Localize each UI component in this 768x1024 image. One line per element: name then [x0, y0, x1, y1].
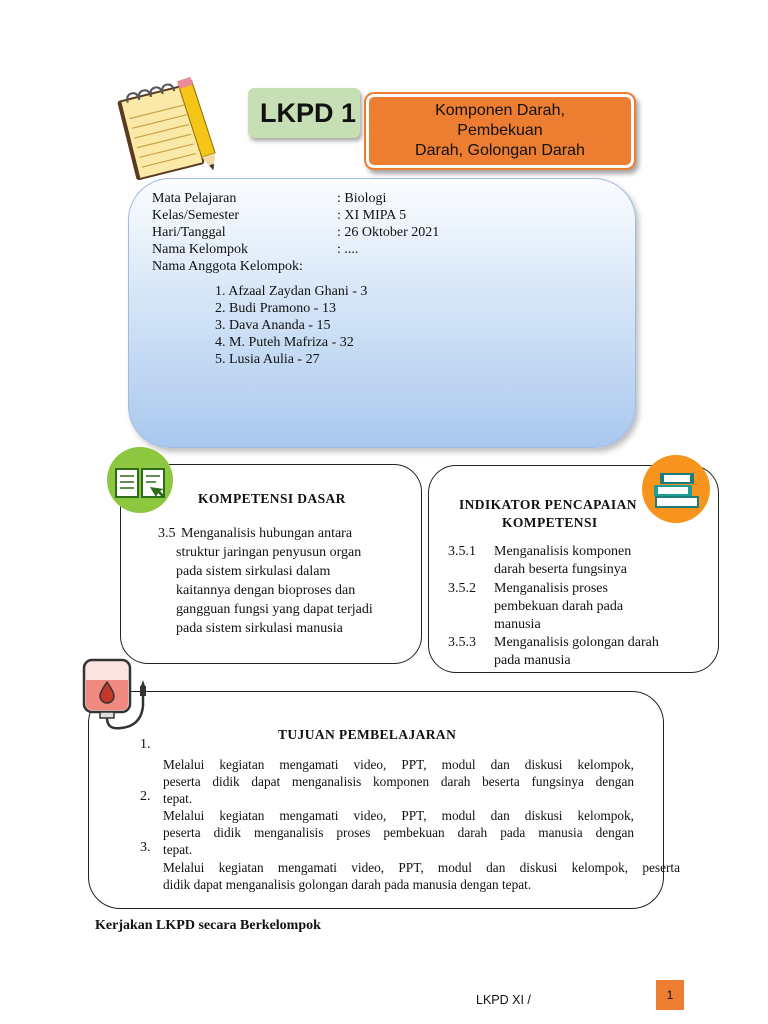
- class-value: : XI MIPA 5: [337, 208, 407, 223]
- tujuan-line: Melalui kegiatan mengamati video, PPT, modul dan diskusi kelompok, peserta: [163, 860, 680, 875]
- indikator-line: Menganalisis proses: [494, 581, 608, 596]
- topic-line-3: Darah, Golongan Darah: [415, 142, 585, 159]
- indikator-line: darah beserta fungsinya: [494, 562, 627, 577]
- group-label: Nama Kelompok: [152, 242, 249, 257]
- tujuan-line: Melalui kegiatan mengamati video, PPT, modul dan diskusi kelompok,: [163, 808, 634, 823]
- tujuan-line: tepat.: [163, 791, 193, 806]
- indikator-line: manusia: [494, 617, 541, 632]
- open-book-icon: [104, 447, 176, 513]
- lkpd-number-badge: [248, 88, 360, 138]
- kd-line: kaitannya dengan bioproses dan: [176, 583, 356, 598]
- kd-line: struktur jaringan penyusun organ: [176, 545, 362, 560]
- indikator-number: 3.5.1: [448, 544, 476, 559]
- subject-value: : Biologi: [337, 191, 387, 206]
- indikator-line: pada manusia: [494, 653, 571, 668]
- footer-text: LKPD XI /: [476, 993, 531, 1007]
- date-label: Hari/Tanggal: [152, 225, 226, 240]
- topic-line-2: Pembekuan: [457, 122, 543, 139]
- topic-line-1: Komponen Darah,: [435, 102, 565, 119]
- tujuan-title: TUJUAN PEMBELAJARAN: [278, 727, 457, 742]
- member-item: 2. Budi Pramono - 13: [215, 301, 336, 316]
- indikator-line: Menganalisis golongan darah: [494, 635, 659, 650]
- indikator-line: pembekuan darah pada: [494, 599, 624, 614]
- tujuan-line: peserta didik menganalisis proses pembekuan darah pada manusia dengan: [163, 825, 634, 840]
- indikator-number: 3.5.2: [448, 581, 476, 596]
- tujuan-number: 2.: [140, 789, 151, 804]
- kd-number: 3.5: [158, 526, 176, 541]
- page-number-badge: [656, 980, 684, 1010]
- indikator-title-line-1: INDIKATOR PENCAPAIAN: [459, 497, 637, 512]
- tujuan-line: didik dapat menganalisis golongan darah pada manusia dengan tepat.: [163, 877, 532, 892]
- tujuan-line: tepat.: [163, 842, 193, 857]
- member-item: 4. M. Puteh Mafriza - 32: [215, 335, 354, 350]
- kd-line: pada sistem sirkulasi dalam: [176, 564, 331, 579]
- member-item: 1. Afzaal Zaydan Ghani - 3: [215, 284, 368, 299]
- kompetensi-dasar-title: KOMPETENSI DASAR: [198, 491, 346, 506]
- group-work-instruction: Kerjakan LKPD secara Berkelompok: [95, 918, 321, 933]
- group-value: : ....: [337, 242, 359, 257]
- subject-label: Mata Pelajaran: [152, 191, 237, 206]
- class-label: Kelas/Semester: [152, 208, 240, 223]
- members-label: Nama Anggota Kelompok:: [152, 259, 303, 274]
- blood-bag-icon: [80, 656, 152, 732]
- tujuan-line: peserta didik dapat menganalisis komponen darah beserta fungsinya dengan: [163, 774, 634, 789]
- stacked-books-icon: [640, 455, 712, 523]
- notepad-pencil-icon: [112, 72, 230, 182]
- page-number: 1: [666, 988, 674, 1002]
- indikator-number: 3.5.3: [448, 635, 476, 650]
- lkpd-label: LKPD 1: [260, 97, 357, 128]
- indikator-title-line-2: KOMPETENSI: [502, 515, 598, 530]
- member-item: 5. Lusia Aulia - 27: [215, 352, 320, 367]
- date-value: : 26 Oktober 2021: [337, 225, 440, 240]
- kd-line: pada sistem sirkulasi manusia: [176, 621, 343, 636]
- tujuan-number: 1.: [140, 737, 151, 752]
- kd-line: gangguan fungsi yang dapat terjadi: [176, 602, 373, 617]
- topic-banner: [364, 92, 636, 170]
- tujuan-number: 3.: [140, 840, 151, 855]
- kd-line: Menganalisis hubungan antara: [181, 526, 353, 541]
- member-item: 3. Dava Ananda - 15: [215, 318, 331, 333]
- indikator-line: Menganalisis komponen: [494, 544, 632, 559]
- tujuan-line: Melalui kegiatan mengamati video, PPT, modul dan diskusi kelompok,: [163, 757, 634, 772]
